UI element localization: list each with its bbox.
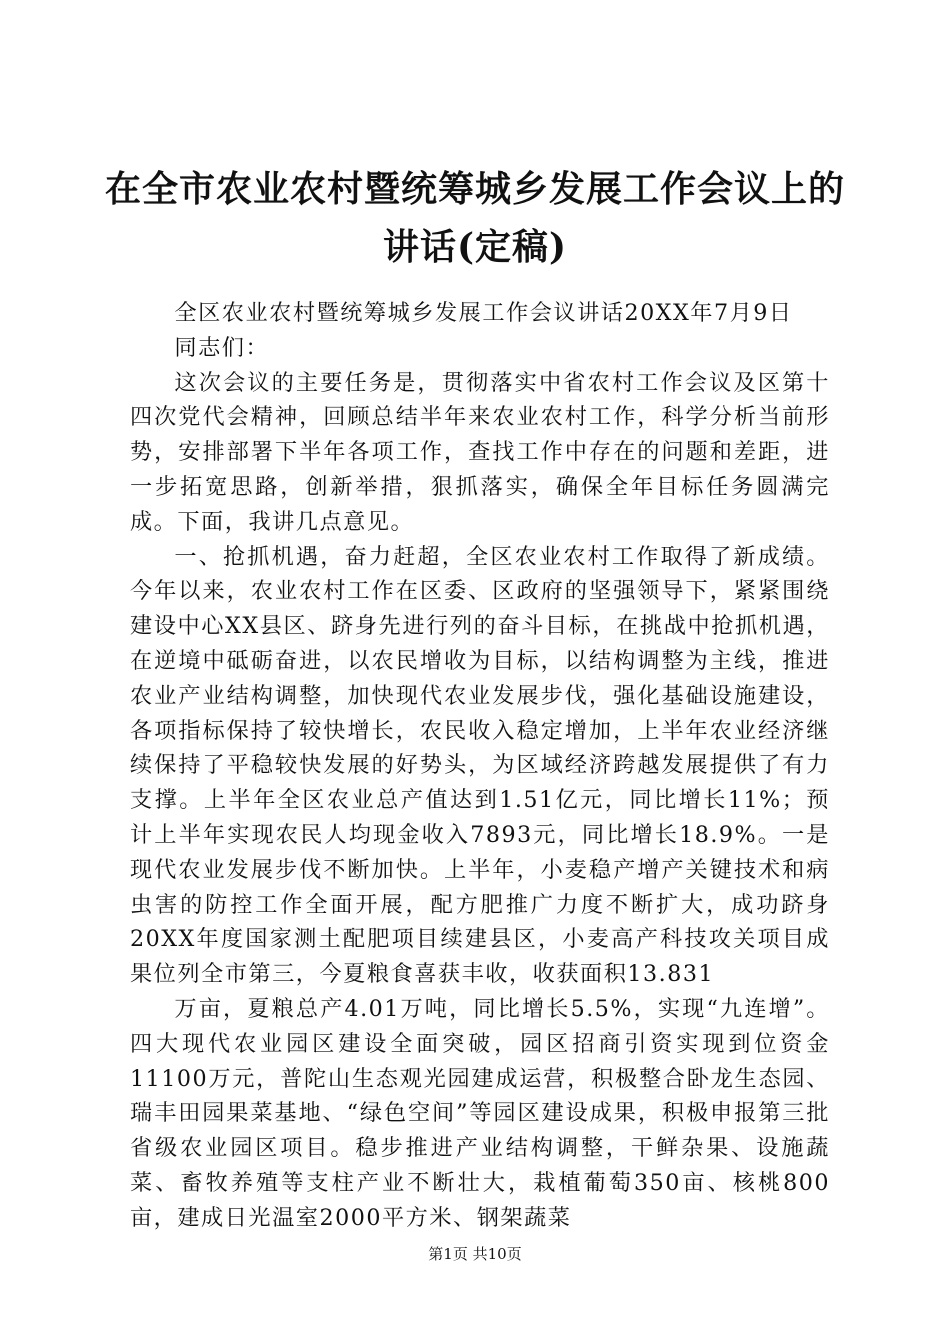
paragraph-section-one: 一、抢抓机遇，奋力赶超，全区农业农村工作取得了新成绩。今年以来，农业农村工作在区委、区政府的坚强领导下，紧紧围绕建设中心XX县区、跻身先进行列的奋斗目标，在挑战中抢抓机遇，在逆境中砥砺奋进，以农民增收为目标，以结构调整为主线，推进农业产业结构调整，加快现代农业发展步伐，强化基础设施建设，各项指标保持了较快增长，农民收入稳定增加，上半年农业经济继续保持了平稳较快发展的好势头，为区域经济跨越发展提供了有力支撑。上半年全区农业总产值达到1.51亿元，同比增长11%；预计上半年实现农民人均现金收入7893元，同比增长18.9%。一是现代农业发展步伐不断加快。上半年，小麦稳产增产关键技术和病虫害的防控工作全面开展，配方肥推广力度不断扩大，成功跻身20XX年度国家测土配肥项目续建县区，小麦高产科技攻关项目成果位列全市第三，今夏粮食喜获丰收，收获面积13.831 [130,543,830,988]
document-title: 在全市农业农村暨统筹城乡发展工作会议上的讲话(定稿) [104,168,845,268]
paragraph-continuation: 万亩，夏粮总产4.01万吨，同比增长5.5%，实现“九连增”。四大现代农业园区建设全面突破，园区招商引资实现到位资金11100万元，普陀山生态观光园建成运营，积极整合卧龙生态园、瑞丰田园果菜基地、“绿色空间”等园区建设成果，积极申报第三批省级农业园区项目。稳步推进产业结构调整，干鲜杂果、设施蔬菜、畜牧养殖等支柱产业不断壮大，栽植葡萄350亩、核桃800亩，建成日光温室2000平方米、钢架蔬菜 [130,995,830,1231]
paragraph-intro: 这次会议的主要任务是，贯彻落实中省农村工作会议及区第十四次党代会精神，回顾总结半年来农业农村工作，科学分析当前形势，安排部署下半年各项工作，查找工作中存在的问题和差距，进一步拓宽思路，创新举措，狠抓落实，确保全年目标任务圆满完成。下面，我讲几点意见。 [130,369,830,535]
document-body [130,296,830,1236]
paragraph-meeting-info: 全区农业农村暨统筹城乡发展工作会议讲话20XX年7月9日 [174,300,793,326]
paragraph-salutation: 同志们： [174,334,270,361]
page-number-footer: 第1页 共10页 [428,1245,522,1263]
